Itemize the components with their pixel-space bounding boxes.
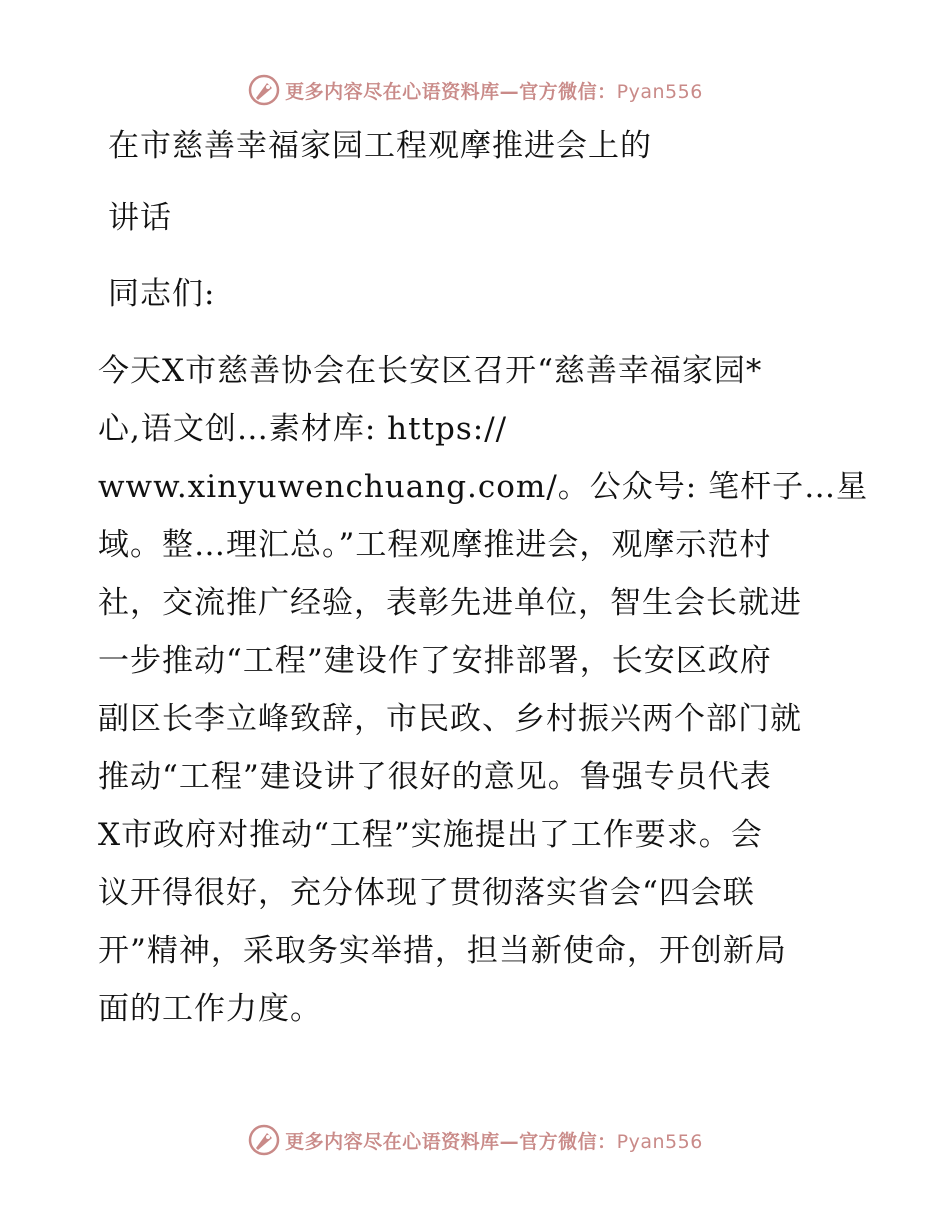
document-salutation: 同志们: — [108, 276, 216, 312]
body-line: 心,语文创…素材库: https:// — [98, 411, 508, 447]
body-line: 议开得很好，充分体现了贯彻落实省会“四会联 — [98, 875, 755, 911]
watermark-text: 更多内容尽在心语资料库—官方微信：Pyan556 — [285, 80, 703, 103]
watermark-wechat-id: Pyan556 — [616, 80, 703, 103]
watermark-text: 更多内容尽在心语资料库—官方微信：Pyan556 — [285, 1130, 703, 1153]
body-line: 开”精神，采取务实举措，担当新使命，开创新局 — [98, 933, 787, 969]
document-title-line-1: 在市慈善幸福家园工程观摩推进会上的 — [108, 128, 652, 164]
watermark-banner-bottom — [0, 1120, 950, 1160]
watermark-banner-top — [0, 70, 950, 110]
body-line: 推动“工程”建设讲了很好的意见。鲁强专员代表 — [98, 759, 772, 795]
watermark-wechat-id: Pyan556 — [616, 1130, 703, 1153]
body-line: X市政府对推动“工程”实施提出了工作要求。会 — [98, 817, 763, 853]
body-line: 社，交流推广经验，表彰先进单位，智生会长就进 — [98, 585, 802, 621]
body-line: 域。整…理汇总。”工程观摩推进会，观摩示范村 — [98, 527, 772, 563]
pen-nib-logo-icon — [247, 73, 281, 107]
body-line: 一步推动“工程”建设作了安排部署，长安区政府 — [98, 643, 772, 679]
pen-nib-logo-icon — [247, 1123, 281, 1157]
document-title-line-2: 讲话 — [108, 200, 172, 236]
body-line: www.xinyuwenchuang.com/。公众号: 笔杆子…星 — [98, 469, 869, 505]
body-line: 面的工作力度。 — [98, 991, 322, 1027]
body-line: 副区长李立峰致辞，市民政、乡村振兴两个部门就 — [98, 701, 802, 737]
body-line: 今天X市慈善协会在长安区召开“慈善幸福家园* — [98, 353, 763, 389]
